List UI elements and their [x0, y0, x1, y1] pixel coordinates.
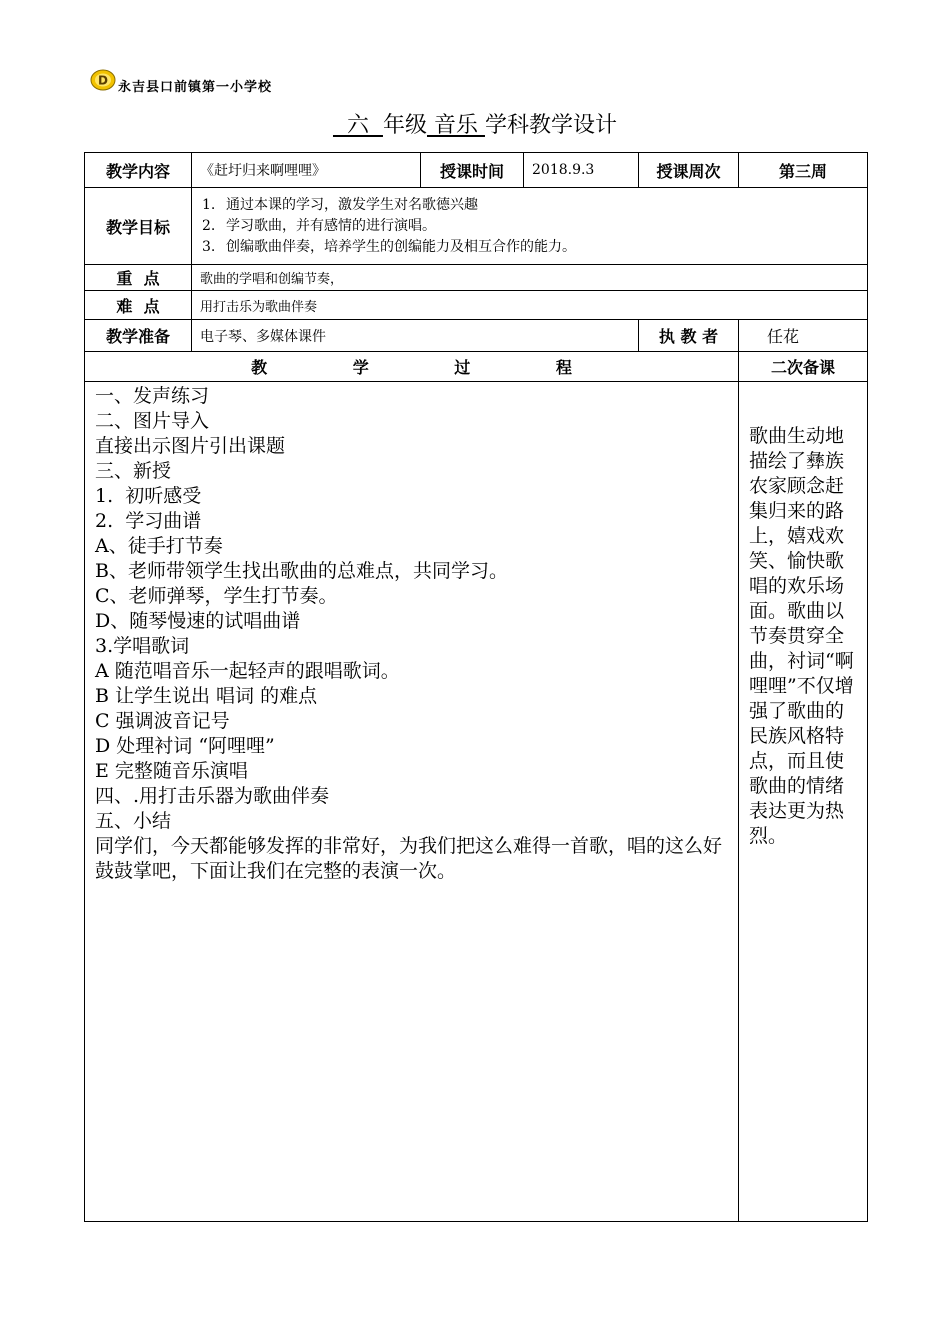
process-line: 一、发声练习 [95, 385, 210, 407]
process-header-char: 学 [352, 358, 369, 377]
goal-cell [192, 188, 868, 265]
title-grade: 六 [332, 113, 383, 138]
process-header-char: 过 [454, 358, 471, 377]
school-logo-icon [90, 69, 116, 91]
content-value: 《赶圩归来啊哩哩》 [192, 153, 421, 188]
process-line: D、随琴慢速的试唱曲谱 [95, 610, 301, 632]
school-name: 永吉县口前镇第一小学校 [118, 79, 273, 95]
process-line: D 处理衬词 “阿哩哩” [95, 735, 275, 757]
notes-content: 歌曲生动地描绘了彝族农家顾念赶集归来的路上，嬉戏欢笑、愉快歌唱的欢乐场面。歌曲以节奏贯穿全曲，衬词“啊哩哩”不仅增强了歌曲的民族风格特点，而且使歌曲的情绪表达更为热烈。 [739, 382, 868, 1222]
time-value: 2018.9.3 [524, 153, 639, 188]
process-summary: 同学们，今天都能够发挥的非常好，为我们把这么难得一首歌，唱的这么好鼓鼓掌吧，下面让我们在完整的表演一次。 [95, 835, 723, 882]
row-difficulty [85, 291, 868, 320]
process-line: 三、新授 [95, 460, 172, 482]
time-label: 授课时间 [421, 153, 524, 188]
process-header-char: 程 [555, 358, 572, 377]
process-line: A、徒手打节奏 [95, 535, 223, 557]
process-line: 四、.用打击乐器为歌曲伴奏 [95, 785, 330, 807]
goal-item: 2. 学习歌曲，并有感情的进行演唱。 [202, 217, 436, 234]
week-value: 第三周 [739, 153, 868, 188]
difficulty-label: 难 点 [85, 291, 192, 320]
difficulty-value: 用打击乐为歌曲伴奏 [192, 291, 868, 320]
goal-item: 3. 创编歌曲伴奏，培养学生的创编能力及相互合作的能力。 [202, 238, 576, 255]
process-header [85, 352, 739, 382]
row-process-body [85, 382, 868, 1222]
teacher-value: 任花 [739, 320, 868, 352]
svg-text:D: D [98, 73, 108, 88]
process-line: 二、图片导入 [95, 410, 210, 432]
process-content [85, 382, 739, 1222]
process-line: 2. 学习曲谱 [95, 510, 202, 532]
title-suffix: 学科教学设计 [484, 113, 617, 138]
process-line: 直接出示图片引出课题 [95, 435, 286, 457]
process-line: C、老师弹琴，学生打节奏。 [95, 585, 338, 607]
title-grade-suffix: 年级 [382, 113, 427, 138]
process-line: C 强调波音记号 [95, 710, 230, 732]
prep-label: 教学准备 [85, 320, 192, 352]
row-content [85, 153, 868, 188]
process-line: A 随范唱音乐一起轻声的跟唱歌词。 [95, 660, 400, 682]
process-line: E 完整随音乐演唱 [95, 760, 248, 782]
lesson-plan-table [84, 152, 868, 1222]
row-key-point [85, 265, 868, 291]
notes-label: 二次备课 [739, 352, 868, 382]
week-label: 授课周次 [639, 153, 739, 188]
row-process-header [85, 352, 868, 382]
key-value: 歌曲的学唱和创编节奏， [192, 265, 868, 291]
process-line: 1. 初听感受 [95, 485, 202, 507]
process-line: B、老师带领学生找出歌曲的总难点，共同学习。 [95, 560, 508, 582]
teacher-label: 执 教 者 [639, 320, 739, 352]
goal-list [192, 193, 867, 260]
key-label: 重 点 [85, 265, 192, 291]
title-subject: 音乐 [426, 113, 485, 138]
process-header-char: 教 [251, 358, 268, 377]
process-line: B 让学生说出 唱词 的难点 [95, 685, 318, 707]
goal-label: 教学目标 [85, 188, 192, 265]
row-goals [85, 188, 868, 265]
goal-item: 1. 通过本课的学习，激发学生对名歌德兴趣 [202, 196, 478, 213]
prep-value: 电子琴、多媒体课件 [192, 320, 639, 352]
school-header [90, 66, 272, 94]
process-line: 3.学唱歌词 [95, 635, 190, 657]
page-title [0, 111, 950, 141]
content-label: 教学内容 [85, 153, 192, 188]
row-preparation [85, 320, 868, 352]
process-line: 五、小结 [95, 810, 172, 832]
